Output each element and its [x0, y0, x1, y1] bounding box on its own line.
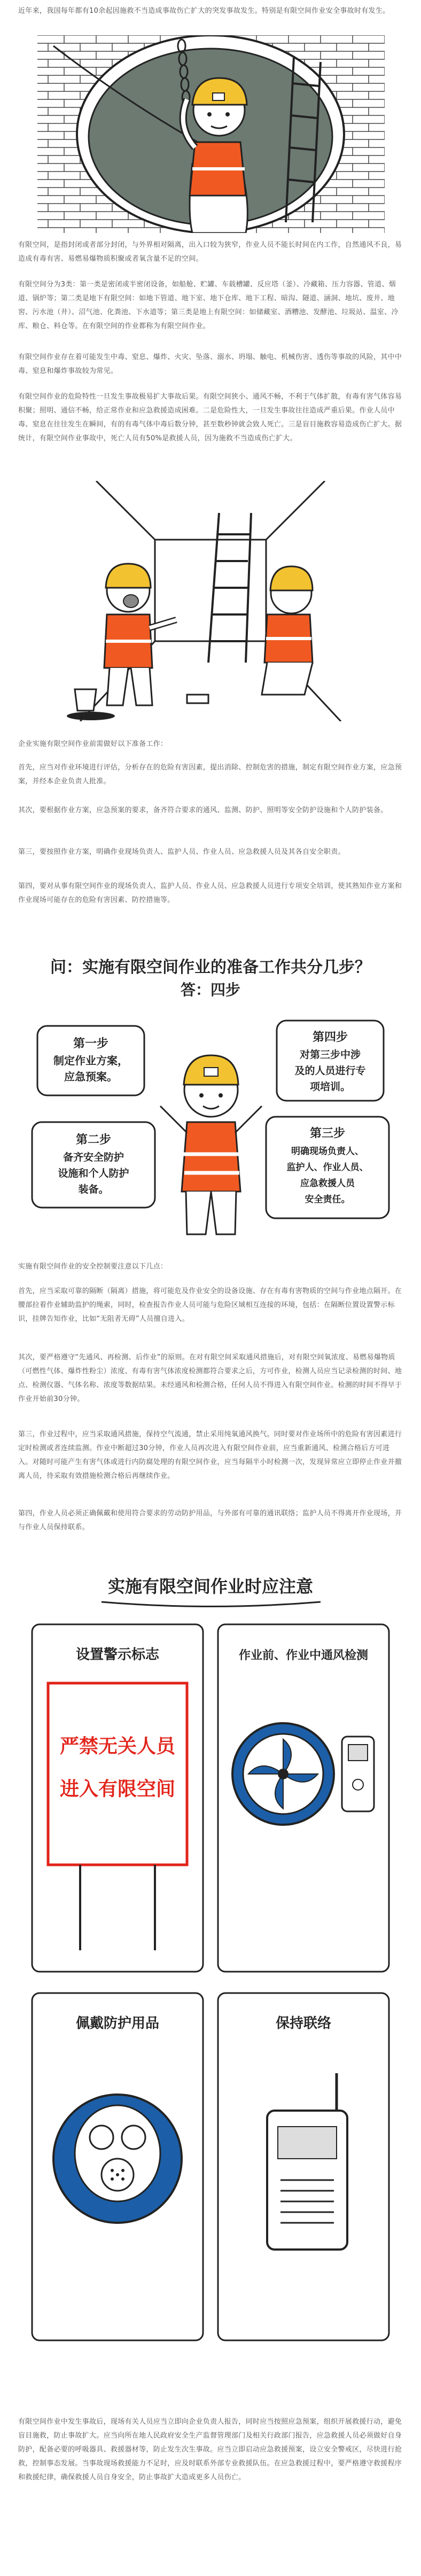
manhole-worker-illustration: [16, 35, 405, 233]
four-steps-comic: [16, 946, 405, 1245]
warning-sign-board: [48, 1683, 187, 1865]
step2-line2: 备齐安全防护: [63, 1151, 124, 1163]
card4-title: 保持联络: [275, 2015, 332, 2032]
step4-line4: 项培训。: [309, 1081, 351, 1093]
prep-fourth-paragraph: 第四，要对从事有限空间作业的现场负责人、监护人员、作业人员、应急救援人员进行专项安全培训，使其熟知作业方案和作业现场可能存在的危险有害因素、防控措施等。: [18, 882, 402, 904]
step1-line1: 第一步: [73, 1037, 109, 1050]
headlamp-icon: [213, 93, 224, 100]
enterprise-prep-paragraph: 企业实施有限空间作业前需做好以下准备工作：: [18, 740, 168, 748]
hazards-paragraph: 有限空间作业存在着可能发生中毒、窒息、爆炸、火灾、坠落、溺水、坍塌、触电、机械伤害、透伤等事故的风险，其中中毒、窒息和爆炸事故较为常见。: [18, 353, 402, 375]
comic1-answer: 答：四步: [180, 981, 241, 999]
card1-title: 设置警示标志: [75, 1647, 160, 1663]
mask-icon: [123, 595, 138, 608]
implement-first-paragraph: 首先，应当采取可靠的隔断（隔离）措施，将可能危及作业安全的设备设施、存在有毒有害物质的空间与作业地点隔开。在腰部拉着作业辅助监护的绳索，同时，检查报告作业人员可能与危险区域相互连接的环境，包括：在隔断位置设置警示标识，挂牌告知作业，比如“无阻者无碍”人员擅自进入。: [18, 1287, 402, 1323]
card-ventilation-test: [218, 1624, 389, 1972]
rescue-risk-paragraph: 有限空间作业的危险特性一旦发生事故极易扩大事故后果。有限空间狭小、通风不畅，不利于气体扩散，有毒有害气体容易积聚；照明、通信不畅，给正常作业和应急救援造成困难。二是危险性大，一旦发生事故往往造成严重后果。作业人员中毒、窒息在往往发生在瞬间，有的有毒气体中毒后数分钟，甚至数秒钟就会致人死亡。三是盲目施救容易造成伤亡扩大。据统计，有限空间作业事故中，死亡人员有50%是救援人员，因为施救不当造成伤亡扩大。: [18, 393, 402, 442]
worker-left-figure: [104, 564, 176, 705]
step3-line2: 明确现场负责人、: [291, 1146, 364, 1157]
comic1-title: 问：实施有限空间作业的准备工作共分几步？: [50, 958, 371, 977]
intro-paragraph: 近年来，我国每年都有10余起因施救不当造成事故伤亡扩大的突发事故发生。特别是有限空间作业安全事故时有发生。: [18, 7, 390, 15]
implement-paragraph: 实施有限空间作业的安全控制要注意以下几点：: [18, 1263, 168, 1271]
types-paragraph: 有限空间分为3类：第一类是密闭或半密闭设备，如船舱、贮罐、车载槽罐、反应塔（釜）、冷藏箱、压力容器、管道、烟道、锅炉等；第二类是地下有限空间：如地下管道、地下室、地下仓库、地下工程、暗沟、隧道、涵洞、地坑、废井、地窖、污水池（井）、沼气池、化粪池、下水道等；第三类是地上有限空间：如储藏室、酒糟池、发酵池、垃圾站、温室、冷库、粮仓、料仓等。在有限空间的作业都称为有限空间作业。: [18, 281, 399, 330]
card-protective-equipment: [32, 1993, 203, 2340]
step2-line3: 设施和个人防护: [58, 1168, 129, 1179]
prep-third-paragraph: 第三，要按照作业方案，明确作业现场负责人、监护人员、作业人员、应急救援人员及其各自安全职责。: [18, 848, 345, 856]
step1-line2: 制定作业方案，: [53, 1054, 128, 1067]
step2-line4: 装备。: [78, 1184, 109, 1195]
step1-line3: 应急预案。: [64, 1070, 118, 1083]
prep-second-paragraph: 其次，要根据作业方案，应急预案的要求，备齐符合要求的通风、监测、防护、照明等安全防护设施和个人防护装备。: [18, 806, 388, 814]
implement-fourth-paragraph: 第四，作业人员必须正确佩戴和使用符合要求的劳动防护用品，与外部有可靠的通讯联络；监护人员不得离开作业现场，并与作业人员保持联系。: [18, 1509, 402, 1531]
implement-third-paragraph: 第三，作业过程中，应当采取通风措施，保持空气流通，禁止采用纯氧通风换气。同时要对作业场所中的危险有害因素进行定时检测或者连续监测。作业中断超过30分钟，作业人员再次进入有限空间作业前，应当重新通风、检测合格后方可进入。对随时可能产生有害气体或进行内防腐处理的有限空间作业，应当每隔半小时检测一次，发现异常应立即停止作业并撤离人员，待采取有效措施检测合格后再继续作业。: [18, 1430, 402, 1480]
spill: [67, 712, 115, 720]
card3-title: 佩戴防护用品: [75, 2015, 160, 2032]
step3-line3: 监护人、作业人员、: [286, 1162, 369, 1173]
final-paragraph: 有限空间作业中发生事故后，现场有关人员应当立即向企业负责人报告，同时应当按照应急预案，组织开展救援行动，避免盲目施救，防止事故扩大。应当向所在地人民政府安全生产监督管理部门及相关行政部门报告，应急救援人员必须做好自身防护，配备必要的呼吸器具、救援器材等，防止发生次生事故。应当立即启动应急救援预案，设立安全警戒区，尽快进行抢救，控制事态发展。当事故现场救援能力不足时，应及时联系外部专业救援队伍。在应急救援过程中，要严格遵守救援程序和救援纪律，确保救援人员自身安全，防止事故扩大造成更多人员伤亡。: [18, 2418, 402, 2481]
comic1-worker-figure: [160, 1055, 262, 1234]
prep-first-paragraph: 首先，应当对作业环境进行评估，分析存在的危险有害因素，提出消除、控制危害的措施，制定有限空间作业方案，应急预案，并经本企业负责人批准。: [18, 764, 402, 785]
brush-icon: [187, 695, 208, 703]
worker-right-figure: [262, 566, 313, 695]
implement-second-paragraph: 其次，要严格遵守“先通风、再检测、后作业”的原则。在对有限空间采取通风措施后，对有限空间氧浓度、易燃易爆物质（可燃性气体、爆炸性粉尘）浓度、有毒有害气体浓度检测都符合要求之后，方可作业，检测人员应当记录检测的时间、地点、检测仪器、气体名称、浓度等数据结果。未经通风和检测合格，任何人员不得进入有限空间作业。检测的时间不得早于作业开始前30分钟。: [18, 1353, 402, 1403]
sign-line2: 进入有限空间: [59, 1778, 176, 1800]
step3-line1: 第三步: [309, 1126, 346, 1140]
step4-line1: 第四步: [312, 1030, 348, 1044]
step2-line1: 第二步: [75, 1133, 112, 1147]
step4-line3: 及的人员进行专: [294, 1065, 366, 1077]
card-warning-sign: [32, 1624, 203, 1972]
step4-line2: 对第三步中涉: [299, 1049, 361, 1061]
confined-room-illustration: [16, 481, 405, 721]
step3-line4: 应急救援人员: [300, 1178, 355, 1189]
precautions-comic: [16, 1560, 405, 2404]
definition-paragraph: 有限空间，是指封闭或者部分封闭，与外界相对隔离，出入口较为狭窄，作业人员不能长时间在内工作，自然通风不良，易造成有毒有害、易燃易爆物质积聚或者氧含量不足的空间。: [18, 241, 402, 263]
step3-line5: 安全责任。: [305, 1194, 350, 1205]
ladder-icon: [208, 513, 251, 663]
bucket-icon: [75, 689, 96, 711]
card2-title: 作业前、作业中通风检测: [238, 1648, 369, 1662]
comic2-title: 实施有限空间作业时应注意: [107, 1576, 314, 1597]
sign-line1: 严禁无关人员: [59, 1735, 176, 1757]
card-keep-contact: [218, 1993, 389, 2340]
